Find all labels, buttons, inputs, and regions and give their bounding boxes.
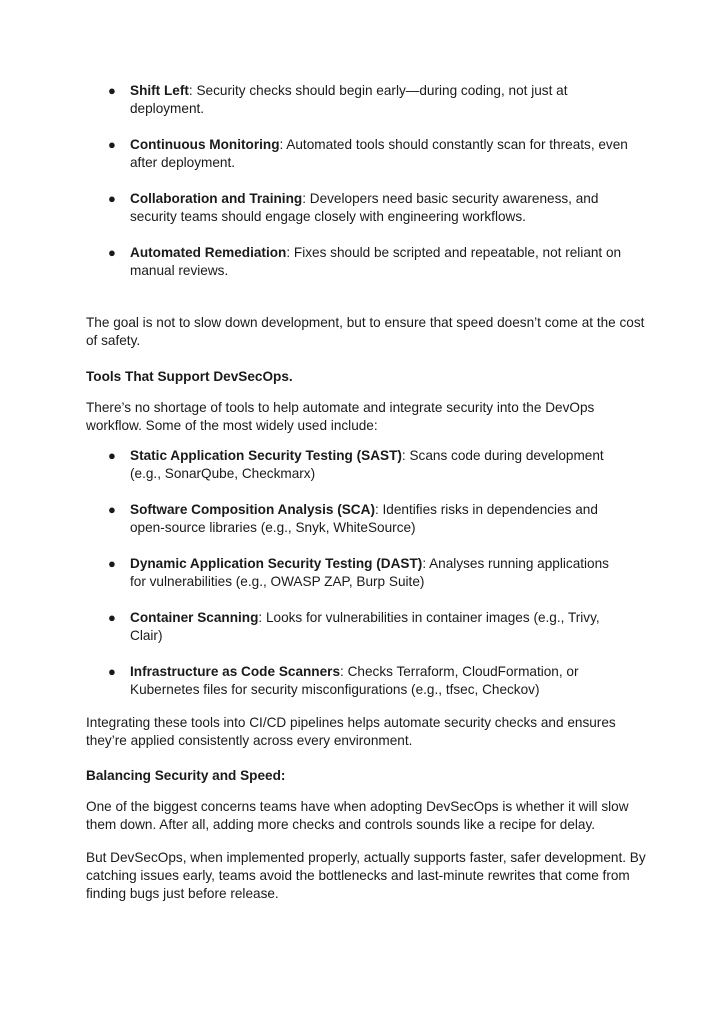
integrating-paragraph: Integrating these tools into CI/CD pipelines helps automate security checks and ensures they’re applied consistently across every environment.	[86, 715, 616, 748]
list-item-desc: : Scans code during development (e.g., SonarQube, Checkmarx)	[130, 448, 604, 481]
list-item-term: Continuous Monitoring	[130, 137, 280, 152]
list-item	[0, 447, 724, 483]
bullet-icon: ●	[108, 664, 116, 679]
tools-list	[0, 447, 724, 717]
list-item-term: Dynamic Application Security Testing (DAST)	[130, 556, 423, 571]
list-item	[0, 190, 724, 226]
list-item-desc: : Automated tools should constantly scan for threats, even after deployment.	[130, 137, 628, 170]
principles-list	[0, 82, 724, 298]
list-item-desc: : Analyses running applications for vulnerabilities (e.g., OWASP ZAP, Burp Suite)	[130, 556, 609, 589]
bullet-icon: ●	[108, 556, 116, 571]
balance-paragraph-1: One of the biggest concerns teams have when adopting DevSecOps is whether it will slow them down. After all, adding more checks and controls sounds like a recipe for delay.	[86, 799, 629, 832]
tools-heading: Tools That Support DevSecOps.	[86, 369, 293, 384]
list-item	[0, 663, 724, 699]
list-item-term: Static Application Security Testing (SAST)	[130, 448, 402, 463]
goal-paragraph: The goal is not to slow down development, but to ensure that speed doesn’t come at the cost of safety.	[86, 315, 645, 348]
list-item-desc: : Looks for vulnerabilities in container images (e.g., Trivy, Clair)	[130, 610, 600, 643]
list-item-term: Infrastructure as Code Scanners	[130, 664, 341, 679]
bullet-icon: ●	[108, 245, 116, 260]
list-item-term: Shift Left	[130, 83, 189, 98]
tools-intro-paragraph: There’s no shortage of tools to help automate and integrate security into the DevOps workflow. Some of the most widely used include:	[86, 400, 595, 433]
list-item-term: Collaboration and Training	[130, 191, 303, 206]
list-item	[0, 609, 724, 645]
bullet-icon: ●	[108, 137, 116, 152]
bullet-icon: ●	[108, 191, 116, 206]
list-item	[0, 82, 724, 118]
bullet-icon: ●	[108, 83, 116, 98]
bullet-icon: ●	[108, 448, 116, 463]
list-item-desc: : Security checks should begin early—during coding, not just at deployment.	[130, 83, 568, 116]
list-item-desc: : Checks Terraform, CloudFormation, or Kubernetes files for security misconfigurations (e.g., tfsec, Checkov)	[130, 664, 579, 697]
list-item	[0, 555, 724, 591]
list-item-term: Automated Remediation	[130, 245, 287, 260]
list-item-desc: : Developers need basic security awareness, and security teams should engage closely with engineering workflows.	[130, 191, 599, 224]
list-item	[0, 501, 724, 537]
list-item-term: Software Composition Analysis (SCA)	[130, 502, 375, 517]
balance-heading: Balancing Security and Speed:	[86, 768, 286, 783]
bullet-icon: ●	[108, 610, 116, 625]
list-item-term: Container Scanning	[130, 610, 259, 625]
list-item-desc: : Identifies risks in dependencies and open-source libraries (e.g., Snyk, WhiteSource)	[130, 502, 598, 535]
list-item	[0, 136, 724, 172]
balance-paragraph-2: But DevSecOps, when implemented properly, actually supports faster, safer development. By catching issues early, teams avoid the bottlenecks and last-minute rewrites that come from finding bugs just before release.	[86, 850, 646, 901]
list-item	[0, 244, 724, 280]
list-item-desc: : Fixes should be scripted and repeatable, not reliant on manual reviews.	[130, 245, 622, 278]
bullet-icon: ●	[108, 502, 116, 517]
